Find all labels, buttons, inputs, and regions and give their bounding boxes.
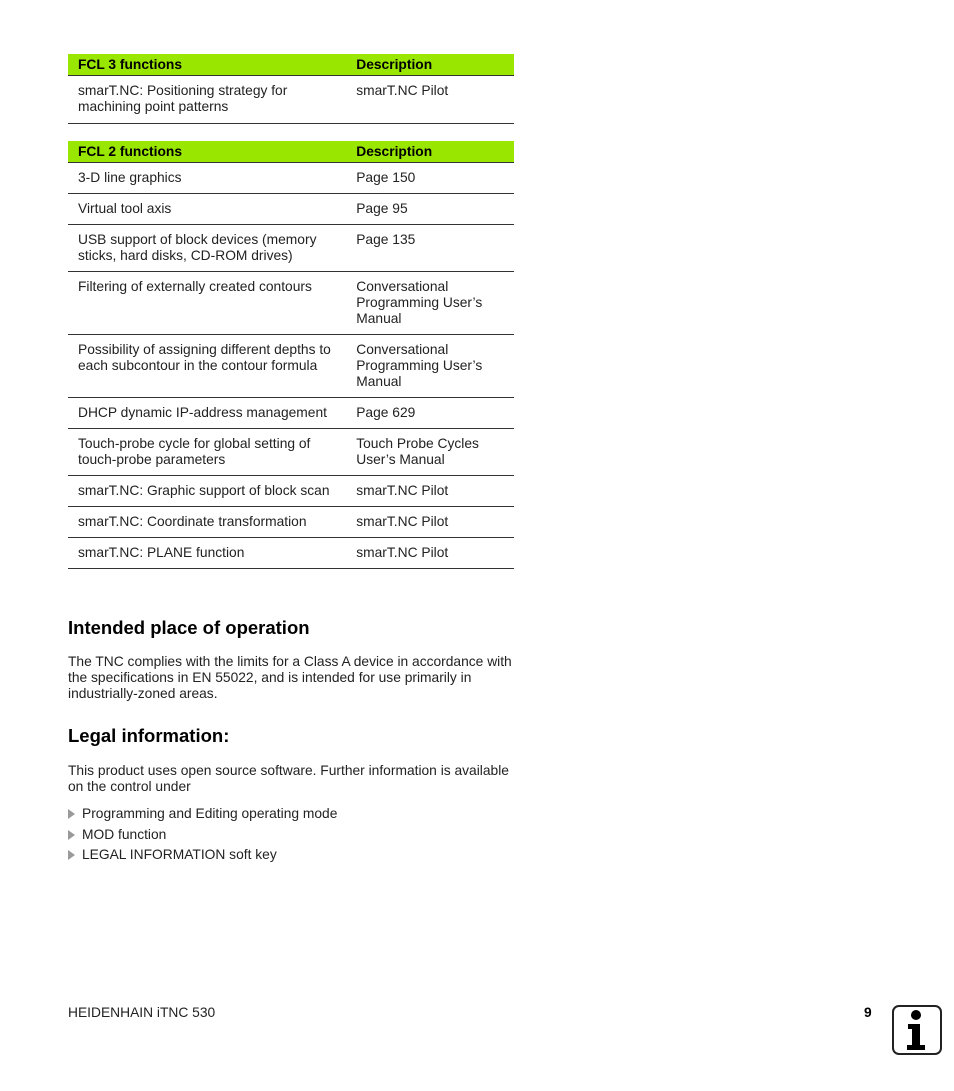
- triangle-right-icon: [68, 830, 75, 840]
- section-heading-place-of-operation: Intended place of operation: [68, 617, 310, 638]
- function-cell: smarT.NC: Coordinate transformation: [68, 507, 346, 538]
- step-label: LEGAL INFORMATION soft key: [82, 847, 277, 862]
- description-cell: smarT.NC Pilot: [346, 76, 514, 124]
- legal-steps-list: [68, 804, 337, 866]
- table-row: [68, 538, 514, 569]
- step-label: MOD function: [82, 826, 167, 842]
- description-cell: smarT.NC Pilot: [346, 507, 514, 538]
- table-row: [68, 429, 514, 476]
- description-cell: Page 95: [346, 194, 514, 225]
- footer-product-name: HEIDENHAIN iTNC 530: [68, 1005, 216, 1020]
- step-label: Programming and Editing operating mode: [82, 806, 338, 821]
- description-cell: Conversational Programming User’s Manual: [346, 272, 514, 335]
- fcl3-table: [68, 54, 514, 124]
- function-cell: Possibility of assigning different depths to each subcontour in the contour formula: [68, 335, 346, 398]
- triangle-right-icon: [68, 809, 75, 819]
- table-row: [68, 194, 514, 225]
- table-row: [68, 163, 514, 194]
- function-cell: Touch-probe cycle for global setting of touch-probe parameters: [68, 429, 346, 476]
- table-row: [68, 398, 514, 429]
- column-header: Description: [346, 141, 514, 163]
- info-icon: [892, 1005, 942, 1055]
- column-header: FCL 2 functions: [68, 141, 346, 163]
- description-cell: Conversational Programming User’s Manual: [346, 335, 514, 398]
- table-row: [68, 476, 514, 507]
- function-cell: DHCP dynamic IP-address management: [68, 398, 346, 429]
- table-row: [68, 335, 514, 398]
- table-header-row: [68, 54, 514, 76]
- fcl2-table: [68, 141, 514, 569]
- table-row: [68, 225, 514, 272]
- legal-information-text: This product uses open source software. Further information is available on the control under: [68, 763, 509, 794]
- list-item: [68, 804, 337, 825]
- page-number: 9: [864, 1005, 872, 1020]
- column-header: Description: [346, 54, 514, 76]
- description-cell: Touch Probe Cycles User’s Manual: [346, 429, 514, 476]
- list-item: [68, 845, 337, 866]
- function-cell: smarT.NC: Graphic support of block scan: [68, 476, 346, 507]
- function-cell: Virtual tool axis: [68, 194, 346, 225]
- place-of-operation-text: The TNC complies with the limits for a Class A device in accordance with the specifications in EN 55022, and is intended for use primarily in industrially-zoned areas.: [68, 654, 512, 701]
- info-i-glyph: [902, 1009, 932, 1051]
- column-header: FCL 3 functions: [68, 54, 346, 76]
- section-heading-legal-information: Legal information:: [68, 725, 230, 746]
- table-row: [68, 507, 514, 538]
- description-cell: smarT.NC Pilot: [346, 476, 514, 507]
- list-item: [68, 825, 337, 846]
- description-cell: Page 629: [346, 398, 514, 429]
- function-cell: 3-D line graphics: [68, 163, 346, 194]
- triangle-right-icon: [68, 850, 75, 860]
- function-cell: USB support of block devices (memory sticks, hard disks, CD-ROM drives): [68, 225, 346, 272]
- table-row: [68, 272, 514, 335]
- description-cell: smarT.NC Pilot: [346, 538, 514, 569]
- description-cell: Page 150: [346, 163, 514, 194]
- function-cell: Filtering of externally created contours: [68, 272, 346, 335]
- table-header-row: [68, 141, 514, 163]
- function-cell: smarT.NC: Positioning strategy for machining point patterns: [68, 76, 346, 124]
- table-row: [68, 76, 514, 124]
- function-cell: smarT.NC: PLANE function: [68, 538, 346, 569]
- description-cell: Page 135: [346, 225, 514, 272]
